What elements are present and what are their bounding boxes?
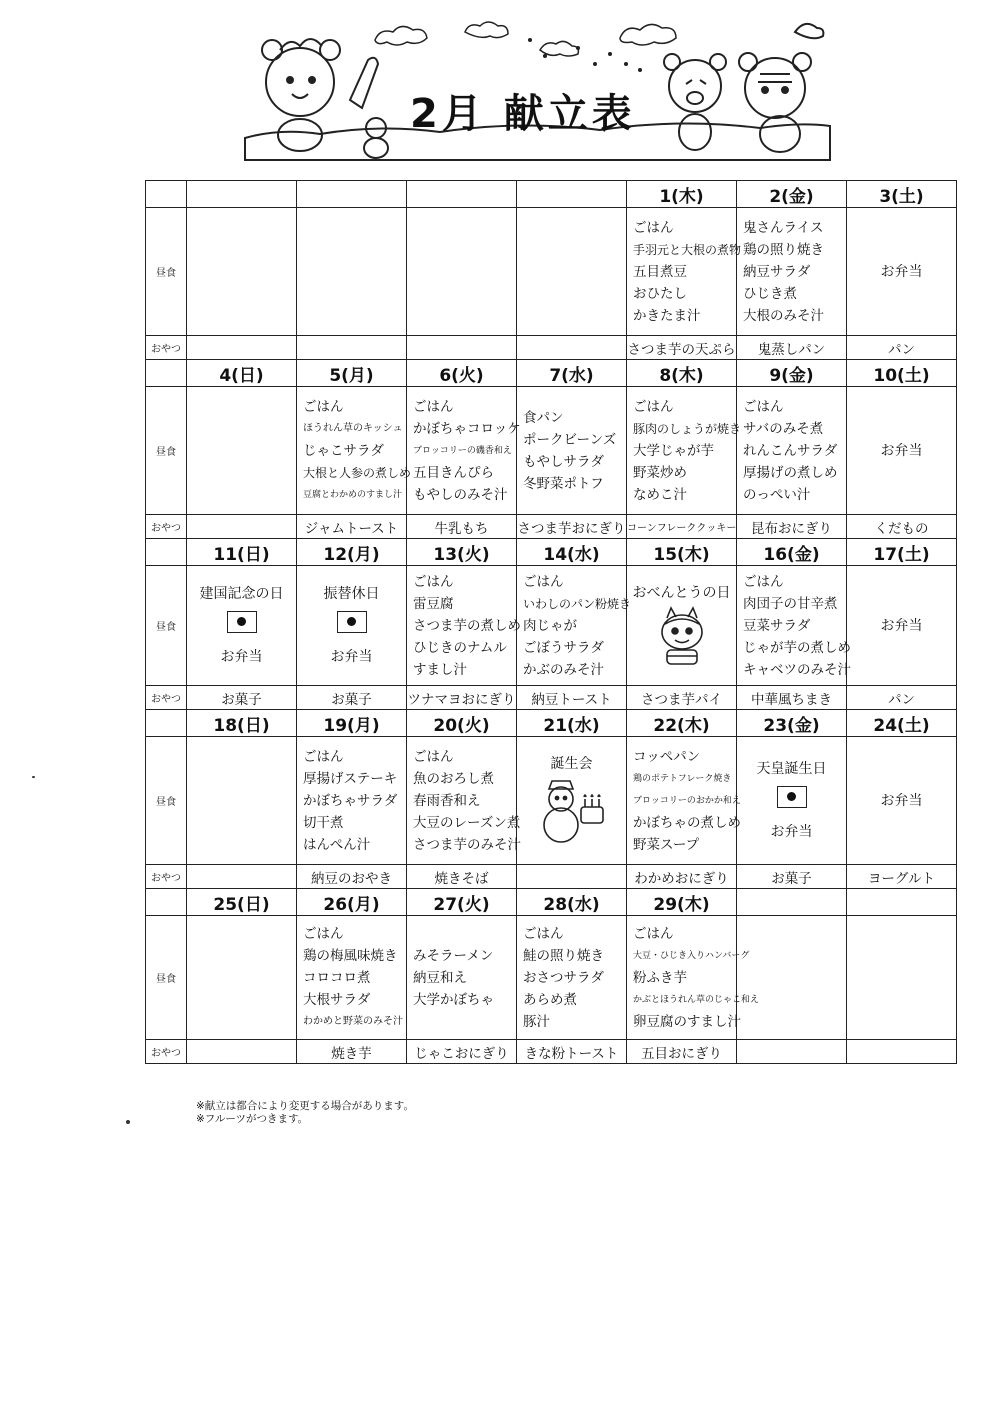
menu-item: ごぼうサラダ (523, 639, 604, 656)
menu-item: 鮭の照り焼き (523, 947, 604, 964)
menu-list (737, 217, 846, 327)
snack-row (146, 865, 957, 889)
lunch-label: 昼食 (146, 208, 187, 336)
date-cell (187, 181, 297, 208)
lunch-cell (187, 566, 297, 686)
lunch-cell (847, 387, 957, 515)
snack-cell: 中華風ちまき (737, 686, 847, 710)
menu-item: じゃこサラダ (303, 442, 384, 459)
snack-cell: 焼きそば (407, 865, 517, 889)
date-cell: 22(木) (627, 710, 737, 737)
snack-cell: 納豆トースト (517, 686, 627, 710)
lunch-cell (847, 208, 957, 336)
menu-item: いわしのパン粉焼き (523, 596, 632, 611)
snack-cell: きな粉トースト (517, 1040, 627, 1064)
lunch-cell (627, 566, 737, 686)
menu-item: 五目煮豆 (633, 263, 687, 280)
lunch-label: 昼食 (146, 387, 187, 515)
scan-speck (126, 1120, 130, 1124)
lunch-cell (407, 208, 517, 336)
lunch-cell (407, 566, 521, 686)
lunch-special (847, 261, 956, 283)
menu-item: ごはん (303, 398, 344, 415)
date-row (146, 710, 957, 737)
snack-label: おやつ (146, 515, 187, 539)
lunch-cell (407, 916, 517, 1040)
menu-list (297, 396, 412, 506)
menu-list (407, 396, 521, 506)
snack-cell (517, 865, 627, 889)
menu-item: ごはん (743, 573, 784, 590)
snack-cell: 鬼蒸しパン (737, 336, 847, 360)
menu-list (627, 217, 742, 327)
menu-item: ごはん (413, 398, 454, 415)
lunch-cell (847, 737, 957, 865)
menu-item: 納豆サラダ (743, 263, 811, 280)
menu-item: ポークビーンズ (523, 431, 617, 448)
date-cell: 13(火) (407, 539, 517, 566)
snack-cell: さつま芋の天ぷら (627, 336, 737, 360)
row-label-empty (146, 710, 187, 737)
menu-item: はんぺん汁 (303, 836, 371, 853)
snack-cell: ジャムトースト (297, 515, 407, 539)
snack-cell: さつま芋パイ (627, 686, 737, 710)
date-cell: 3(土) (847, 181, 957, 208)
lunch-cell (407, 737, 521, 865)
lunch-cell (297, 208, 407, 336)
menu-item: 五目きんぴら (413, 464, 494, 481)
snack-cell: 五目おにぎり (627, 1040, 737, 1064)
date-cell (737, 889, 847, 916)
special-label: 振替休日 (323, 586, 380, 602)
lunch-row (146, 737, 957, 865)
menu-item: ひじき煮 (743, 285, 797, 302)
lunch-cell (737, 737, 847, 865)
lunch-row (146, 208, 957, 336)
special-label: 天皇誕生日 (756, 761, 827, 777)
snack-cell (187, 1040, 297, 1064)
date-cell: 27(火) (407, 889, 517, 916)
snack-cell: ツナマヨおにぎり (407, 686, 517, 710)
menu-item: ごはん (523, 573, 564, 590)
snack-row (146, 1040, 957, 1064)
menu-item: 食パン (523, 409, 564, 426)
menu-item: 雷豆腐 (413, 595, 454, 612)
menu-item: サバのみそ煮 (743, 420, 824, 437)
menu-item: おひたし (633, 285, 687, 302)
scan-speck (32, 776, 35, 778)
menu-item: 大豆・ひじき入りハンバーグ (633, 950, 750, 961)
lunch-row (146, 916, 957, 1040)
lunch-cell (517, 387, 627, 515)
menu-item: 肉じゃが (523, 617, 577, 634)
menu-calendar (145, 180, 957, 1064)
date-cell: 5(月) (297, 360, 407, 387)
menu-item: 豆菜サラダ (743, 617, 811, 634)
menu-list (517, 407, 626, 495)
menu-item: おさつサラダ (523, 969, 604, 986)
date-cell (297, 181, 407, 208)
date-cell: 4(日) (187, 360, 297, 387)
menu-item: かぼちゃコロッケ (413, 420, 521, 437)
lunch-special (737, 758, 846, 843)
snack-cell: お菓子 (187, 686, 297, 710)
snack-cell (187, 336, 297, 360)
menu-item: 厚揚げステーキ (303, 770, 398, 787)
menu-item: 厚揚げの煮しめ (743, 464, 838, 481)
menu-item: ごはん (633, 398, 674, 415)
menu-list (407, 945, 516, 1011)
menu-item: 鶏の梅風味焼き (303, 947, 398, 964)
date-cell (847, 889, 957, 916)
date-cell: 19(月) (297, 710, 407, 737)
header-illustration (240, 10, 840, 170)
special-sub: お弁当 (220, 649, 263, 665)
snack-cell: ヨーグルト (847, 865, 957, 889)
date-cell: 15(木) (627, 539, 737, 566)
lunch-cell (517, 208, 627, 336)
row-label-empty (146, 539, 187, 566)
date-cell: 7(水) (517, 360, 627, 387)
menu-item: 手羽元と大根の煮物 (633, 242, 742, 257)
snowman-cake-icon (517, 777, 626, 847)
menu-item: 鶏のポテトフレーク焼き (633, 773, 732, 784)
menu-item: コッペパン (633, 748, 701, 765)
menu-item: ごはん (633, 925, 674, 942)
lunch-label: 昼食 (146, 737, 187, 865)
special-label: お弁当 (880, 442, 923, 459)
date-cell: 12(月) (297, 539, 407, 566)
menu-item: さつま芋のみそ汁 (413, 836, 521, 853)
lunch-cell (297, 916, 407, 1040)
snack-cell: 焼き芋 (297, 1040, 407, 1064)
japan-flag-icon (227, 611, 257, 633)
snack-cell (297, 336, 407, 360)
lunch-cell (297, 387, 412, 515)
menu-item: 粉ふき芋 (633, 969, 687, 986)
snack-cell (187, 865, 297, 889)
snack-cell: 牛乳もち (407, 515, 517, 539)
snack-cell: 納豆のおやき (297, 865, 407, 889)
snack-row (146, 336, 957, 360)
menu-item: かぼちゃの煮しめ (633, 814, 741, 831)
lunch-special (847, 790, 956, 812)
menu-item: ブロッコリーの磯香和え (413, 445, 512, 456)
menu-list (627, 923, 760, 1033)
lunch-cell (517, 737, 627, 865)
menu-item: さつま芋の煮しめ (413, 617, 521, 634)
menu-item: もやしサラダ (523, 453, 604, 470)
menu-item: かぼちゃサラダ (303, 792, 398, 809)
menu-item: 豆腐とわかめのすまし汁 (303, 489, 403, 500)
date-cell: 28(水) (517, 889, 627, 916)
date-cell: 26(月) (297, 889, 407, 916)
menu-item: ごはん (413, 573, 454, 590)
menu-item: 納豆和え (413, 969, 467, 986)
special-sub: お弁当 (770, 824, 813, 840)
menu-list (737, 571, 851, 681)
lunch-special (627, 582, 736, 668)
snack-cell: さつま芋おにぎり (517, 515, 627, 539)
menu-list (297, 746, 406, 856)
menu-item: ごはん (743, 398, 784, 415)
snack-cell: コーンフレーククッキー (627, 515, 737, 539)
menu-list (737, 396, 846, 506)
date-cell: 2(金) (737, 181, 847, 208)
lunch-cell (517, 566, 632, 686)
snack-cell: お菓子 (737, 865, 847, 889)
note-fruit: ※フルーツがつきます。 (196, 1113, 309, 1125)
date-row (146, 539, 957, 566)
menu-item: れんこんサラダ (743, 442, 838, 459)
lunch-label: 昼食 (146, 566, 187, 686)
snack-cell (737, 1040, 847, 1064)
menu-item: ごはん (303, 925, 344, 942)
lunch-cell (737, 566, 851, 686)
menu-list (627, 396, 742, 506)
menu-item: のっぺい汁 (743, 486, 811, 503)
snack-cell: じゃこおにぎり (407, 1040, 517, 1064)
menu-list (517, 571, 632, 681)
menu-item: 大根と人参の煮しめ (303, 465, 412, 480)
special-label: 建国記念の日 (199, 586, 284, 602)
lunch-cell (737, 208, 847, 336)
date-cell: 23(金) (737, 710, 847, 737)
snack-row (146, 686, 957, 710)
oni-icon (627, 606, 736, 668)
menu-item: 肉団子の甘辛煮 (743, 595, 838, 612)
snack-cell (407, 336, 517, 360)
menu-item: かぶのみそ汁 (523, 661, 604, 678)
row-label-empty (146, 181, 187, 208)
date-cell: 17(土) (847, 539, 957, 566)
menu-item: 豚肉のしょうが焼き (633, 421, 742, 436)
japan-flag-icon (777, 786, 807, 808)
lunch-special (297, 583, 406, 668)
menu-item: かきたま汁 (633, 307, 701, 324)
date-cell: 10(土) (847, 360, 957, 387)
menu-list (517, 923, 626, 1033)
menu-item: 魚のおろし煮 (413, 770, 494, 787)
special-sub: お弁当 (330, 649, 373, 665)
snack-cell: くだもの (847, 515, 957, 539)
date-cell: 25(日) (187, 889, 297, 916)
menu-item: あらめ煮 (523, 991, 577, 1008)
special-label: おべんとうの日 (632, 584, 731, 601)
menu-item: もやしのみそ汁 (413, 486, 508, 503)
menu-item: すまし汁 (413, 661, 467, 678)
lunch-cell (187, 916, 297, 1040)
lunch-cell (737, 387, 847, 515)
menu-item: 野菜炒め (633, 464, 687, 481)
lunch-row (146, 387, 957, 515)
lunch-row (146, 566, 957, 686)
lunch-label: 昼食 (146, 916, 187, 1040)
snack-cell (517, 336, 627, 360)
date-cell: 21(水) (517, 710, 627, 737)
menu-item: ブロッコリーのおかか和え (633, 795, 741, 806)
menu-item: 大学かぼちゃ (413, 991, 494, 1008)
special-label: お弁当 (880, 263, 923, 280)
date-cell: 11(日) (187, 539, 297, 566)
date-cell: 16(金) (737, 539, 847, 566)
lunch-special (847, 440, 956, 462)
lunch-cell (627, 916, 760, 1040)
date-cell: 9(金) (737, 360, 847, 387)
menu-item: 鶏の照り焼き (743, 241, 824, 258)
special-label: お弁当 (880, 617, 923, 634)
lunch-special (517, 753, 626, 847)
menu-item: コロコロ煮 (303, 969, 371, 986)
lunch-cell (517, 916, 627, 1040)
japan-flag-icon (337, 611, 367, 633)
snack-label: おやつ (146, 686, 187, 710)
snack-label: おやつ (146, 865, 187, 889)
menu-item: かぶとほうれん草のじゃこ和え (633, 994, 760, 1005)
menu-item: ごはん (633, 219, 674, 236)
snack-label: おやつ (146, 336, 187, 360)
snack-cell: わかめおにぎり (627, 865, 737, 889)
row-label-empty (146, 889, 187, 916)
lunch-special (187, 583, 296, 668)
menu-item: なめこ汁 (633, 486, 687, 503)
lunch-special (847, 615, 956, 637)
lunch-cell (847, 916, 957, 1040)
date-cell (407, 181, 517, 208)
snack-cell (847, 1040, 957, 1064)
menu-item: 切干煮 (303, 814, 344, 831)
date-cell: 18(日) (187, 710, 297, 737)
menu-item: 大根のみそ汁 (743, 307, 824, 324)
menu-item: ひじきのナムル (413, 639, 507, 656)
lunch-cell (627, 208, 742, 336)
snack-cell: お菓子 (297, 686, 407, 710)
menu-item: 卵豆腐のすまし汁 (633, 1013, 741, 1030)
menu-item: 鬼さんライス (743, 219, 824, 236)
menu-list (407, 571, 521, 681)
date-cell (517, 181, 627, 208)
note-change: ※献立は都合により変更する場合があります。 (196, 1100, 414, 1112)
date-row (146, 360, 957, 387)
date-cell: 6(火) (407, 360, 517, 387)
special-label: 誕生会 (550, 755, 593, 772)
lunch-cell (187, 208, 297, 336)
menu-item: 大根サラダ (303, 991, 371, 1008)
menu-item: ごはん (413, 748, 454, 765)
menu-item: 大豆のレーズン煮 (413, 814, 521, 831)
menu-list (407, 746, 521, 856)
lunch-cell (187, 737, 297, 865)
menu-list (627, 746, 741, 856)
date-cell: 29(木) (627, 889, 737, 916)
snack-cell: 昆布おにぎり (737, 515, 847, 539)
date-cell: 24(土) (847, 710, 957, 737)
lunch-cell (297, 737, 407, 865)
menu-item: 冬野菜ポトフ (523, 475, 604, 492)
date-cell: 1(木) (627, 181, 737, 208)
date-cell: 14(水) (517, 539, 627, 566)
notes (196, 1100, 414, 1126)
lunch-cell (627, 737, 741, 865)
lunch-cell (847, 566, 957, 686)
date-cell: 20(火) (407, 710, 517, 737)
menu-item: キャベツのみそ汁 (743, 661, 851, 678)
menu-item: じゃが芋の煮しめ (743, 639, 851, 656)
snack-cell (187, 515, 297, 539)
date-row (146, 889, 957, 916)
menu-item: ごはん (303, 748, 344, 765)
menu-item: ほうれん草のキッシュ (303, 422, 403, 434)
row-label-empty (146, 360, 187, 387)
menu-item: 野菜スープ (633, 836, 700, 853)
menu-item: 大学じゃが芋 (633, 442, 714, 459)
menu-item: わかめと野菜のみそ汁 (303, 1015, 403, 1027)
menu-item: ごはん (523, 925, 564, 942)
lunch-cell (297, 566, 407, 686)
date-row (146, 181, 957, 208)
lunch-cell (737, 916, 847, 1040)
lunch-cell (407, 387, 521, 515)
date-cell: 8(木) (627, 360, 737, 387)
snack-row (146, 515, 957, 539)
snack-cell: パン (847, 336, 957, 360)
page-title: 2月 献立表 (410, 91, 636, 137)
menu-list (297, 923, 406, 1033)
snack-cell: パン (847, 686, 957, 710)
special-label: お弁当 (880, 792, 923, 809)
lunch-cell (627, 387, 742, 515)
menu-item: 豚汁 (523, 1013, 550, 1030)
snack-label: おやつ (146, 1040, 187, 1064)
menu-item: 春雨香和え (413, 792, 481, 809)
lunch-cell (187, 387, 297, 515)
menu-item: みそラーメン (413, 947, 494, 964)
